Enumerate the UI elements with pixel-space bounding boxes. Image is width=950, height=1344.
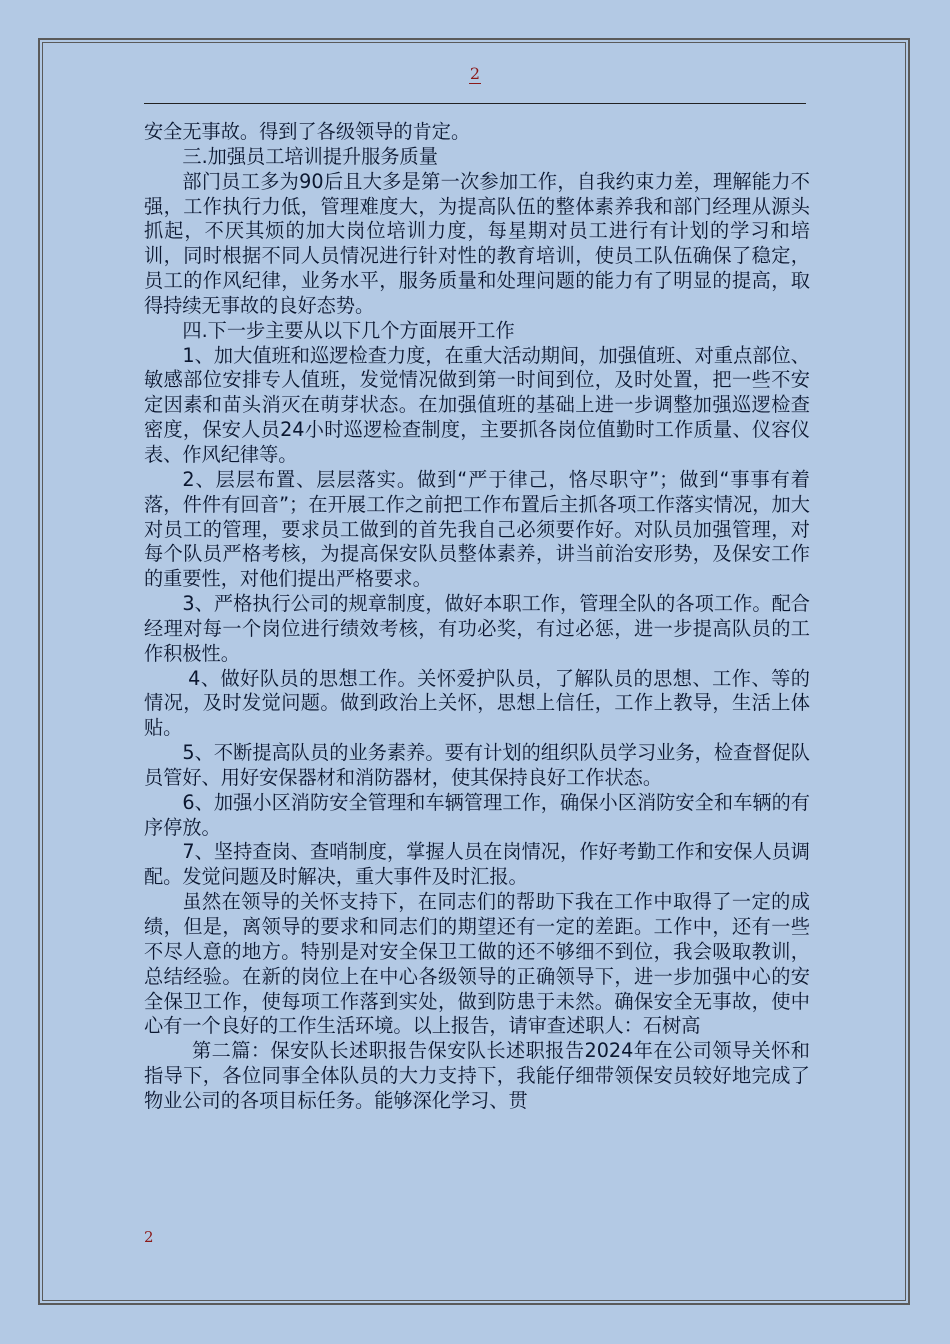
paragraph: 安全无事故。得到了各级领导的肯定。	[144, 120, 471, 143]
header-page-number: 2	[469, 64, 481, 83]
list-item: 7、坚持查岗、查哨制度，掌握人员在岗情况，作好考勤工作和安保人员调配。发觉问题及时解决，重大事件及时汇报。	[144, 840, 810, 889]
list-item: 4、做好队员的思想工作。关怀爱护队员，了解队员的思想、工作、等的情况，及时发觉问题。做到政治上关怀，思想上信任，工作上教导，生活上体贴。	[144, 666, 810, 740]
section-heading: 四.下一步主要从以下几个方面展开工作	[182, 318, 515, 342]
section-heading: 三.加强员工培训提升服务质量	[182, 144, 438, 168]
footer-page-number: 2	[144, 1228, 154, 1246]
list-item: 2、层层布置、层层落实。做到“严于律己，恪尽职守”；做到“事事有着落，件件有回音”；在开展工作之前把工作布置后主抓各项工作落实情况，加大对员工的管理，要求员工做到的首先我自己必须要作好。对队员加强管理，对每个队员严格考核，为提高保安队员整体素养，讲当前治安形势，及保安工作的重要性，对他们提出严格要求。	[144, 467, 810, 591]
document-body	[144, 120, 810, 1114]
list-item: 6、加强小区消防安全管理和车辆管理工作，确保小区消防安全和车辆的有序停放。	[144, 790, 810, 839]
paragraph: 第二篇：保安队长述职报告保安队长述职报告2024年在公司领导关怀和指导下，各位同事全体队员的大力支持下，我能仔细带领保安员较好地完成了物业公司的各项目标任务。能够深化学习、贯	[144, 1039, 810, 1112]
paragraph: 虽然在领导的关怀支持下，在同志们的帮助下我在工作中取得了一定的成绩，但是，离领导的要求和同志们的期望还有一定的差距。工作中，还有一些不尽人意的地方。特别是对安全保卫工做的还不够细不到位，我会吸取教训，总结经验。在新的岗位上在中心各级领导的正确领导下，进一步加强中心的安全保卫工作，使每项工作落到实处，做到防患于未然。确保安全无事故，使中心有一个良好的工作生活环境。以上报告，请审查述职人：石树高	[144, 890, 810, 1038]
list-item: 5、不断提高队员的业务素养。要有计划的组织队员学习业务，检查督促队员管好、用好安保器材和消防器材，使其保持良好工作状态。	[144, 741, 810, 789]
list-item: 1、加大值班和巡逻检查力度，在重大活动期间，加强值班、对重点部位、敏感部位安排专人值班，发觉情况做到第一时间到位，及时处置，把一些不安定因素和苗头消灭在萌芽状态。在加强值班的基础上进一步调整加强巡逻检查密度，保安人员24小时巡逻检查制度，主要抓各岗位值勤时工作质量、仪容仪表、作风纪律等。	[144, 343, 810, 466]
list-item: 3、严格执行公司的规章制度，做好本职工作，管理全队的各项工作。配合经理对每一个岗位进行绩效考核，有功必奖，有过必惩，进一步提高队员的工作积极性。	[144, 592, 810, 665]
header-rule	[144, 103, 806, 104]
paragraph: 部门员工多为90后且大多是第一次参加工作，自我约束力差，理解能力不强，工作执行力低，管理难度大，为提高队伍的整体素养我和部门经理从源头抓起，不厌其烦的加大岗位培训力度，每星期对员工进行有计划的学习和培训，同时根据不同人员情况进行针对性的教育培训，使员工队伍确保了稳定，员工的作风纪律，业务水平，服务质量和处理问题的能力有了明显的提高，取得持续无事故的良好态势。	[144, 169, 810, 317]
